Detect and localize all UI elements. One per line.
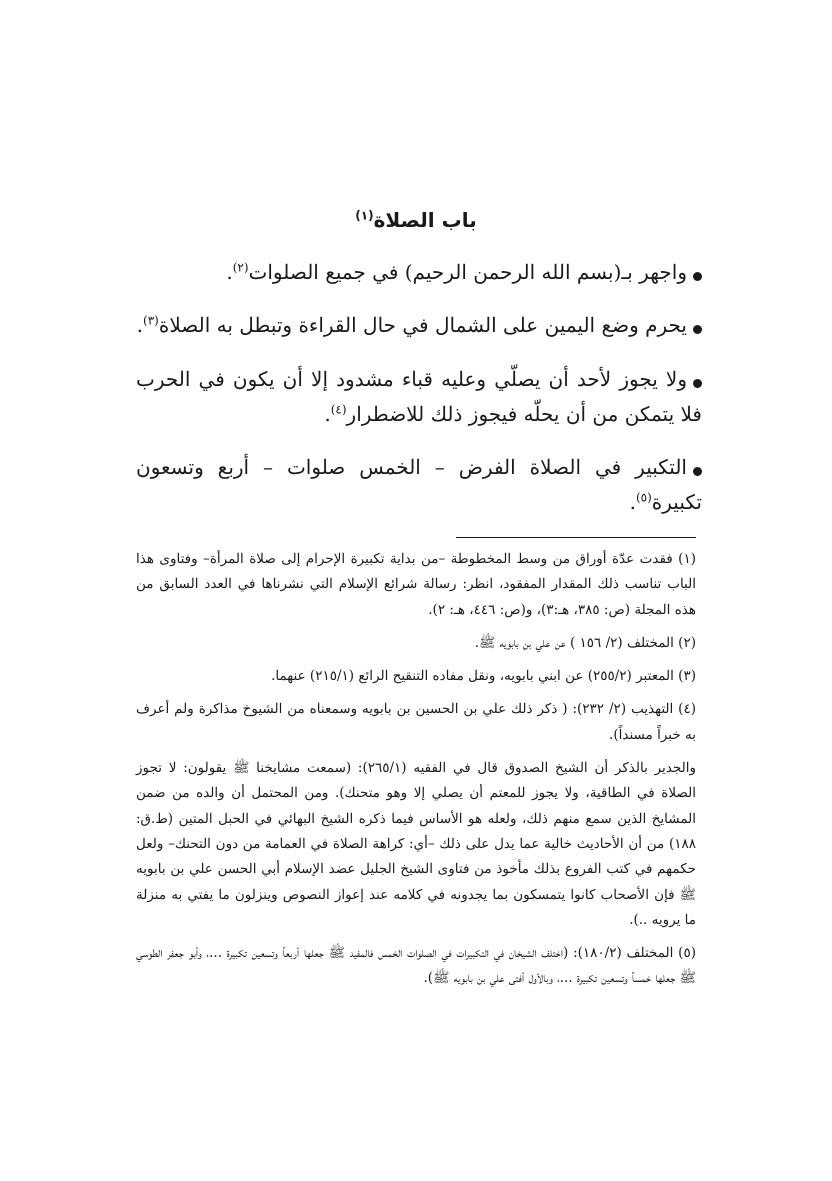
paragraph-end: . [324,402,331,426]
footnote: (٥) المختلف (١٨٠/٢): (اختلف الشيخان في التكبيرات في الصلوات الخمس فالمفيد ﷺ جعلها أربعاً وتسعين تكبيرة ...، وأبو جعفر الطوسي ﷺ جعلها خمساً وتسعين تكبيرة ...، وبالأول أفتى علي بن بابويه ﷺ). [136,945,696,987]
body-paragraph [136,255,702,290]
paragraph-end: . [226,260,233,284]
bullet-icon [693,325,702,334]
paragraph-end: . [136,313,144,337]
paragraph-end: . [629,490,636,514]
footnote-separator [456,537,696,538]
body-paragraph [136,308,702,343]
paragraph-text: التكبير في الصلاة الفرض – الخمس صلوات – أربع وتسعون تكبيرة [136,455,702,514]
footnote: (٢) المختلف (٢/ ١٥٦ ) عن علي بن بابويه ﷺ. [474,634,696,651]
bullet-icon [693,467,702,476]
chapter-title-text: باب الصلاة [373,208,477,232]
footnote-ref: (١) [355,208,374,223]
footnote: والجدير بالذكر أن الشيخ الصدوق قال في الفقيه (٢٦٥/١): (سمعت مشايخنا ﷺ يقولون: لا تجوز الصلاة في الطاقية، ولا يجوز للمعتم أن يصلي إلا وهو متحنك). ومن المحتمل أن والده من ضمن المشايخ الذين سمع منهم ذلك، ولعله هو الأساس فيما ذكره الشيخ البهائي في الحبل المتين (ط.ق: ١٨٨) من أن الأحاديث خالية عما يدل على ذلك –أي: كراهة الصلاة في العمامة من دون التحنك– ولعل حكمهم في كتب الفروع بذلك مأخوذ من فتاوى الشيخ الجليل عضد الإسلام أبي الحسن علي بن بابويه ﷺ فإن الأصحاب كانوا يتمسكون بما يجدونه في كلامه عند إعواز النصوص وينزلون ما يفتي به منزلة ما يرويه ..). [136,760,697,928]
footnote: (١) فقدت عدّة أوراق من وسط المخطوطة –من بداية تكبيرة الإحرام إلى صلاة المرأة– وفتاوى هذا الباب تناسب ذلك المقدار المفقود، انظر: رسالة شرائع الإسلام التي نشرناها في العدد السابق من هذه المجلة (ص: ٣٨٥، هـ:٣)، و(ص: ٤٤٦، هـ: ٢). [136,551,696,618]
bullet-icon [693,272,702,281]
footnote-ref: (٢) [232,260,249,275]
paragraph-text: واجهر بـ(بسم الله الرحمن الرحيم) في جميع الصلوات [248,260,687,284]
footnote: (٣) المعتبر (٢٥٥/٢) عن ابني بابويه، ونقل مفاده التنقيح الرائع (٢١٥/١) عنهما. [271,668,696,685]
bullet-icon [693,379,702,388]
footnote-ref: (٣) [143,313,159,328]
footnote-ref: (٥) [635,490,652,505]
paragraph-text: ولا يجوز لأحد أن يصلّي وعليه قباء مشدود إلا أن يكون في الحرب فلا يتمكن من أن يحلّه فيجوز ذلك للاضطرار [136,367,702,426]
body-paragraph [136,450,702,520]
footnote: (٤) التهذيب (٢/ ٢٣٢): ( ذكر ذلك علي بن الحسين بن بابويه وسمعناه من الشيوخ مذاكرة ولم أعرف به خبراً مسنداً). [136,701,697,743]
body-paragraph [136,362,702,432]
paragraph-text: يحرم وضع اليمين على الشمال في حال القراءة وتبطل به الصلاة [158,313,687,337]
footnotes [136,547,696,1000]
footnote-ref: (٤) [330,402,347,417]
chapter-title [0,205,832,235]
